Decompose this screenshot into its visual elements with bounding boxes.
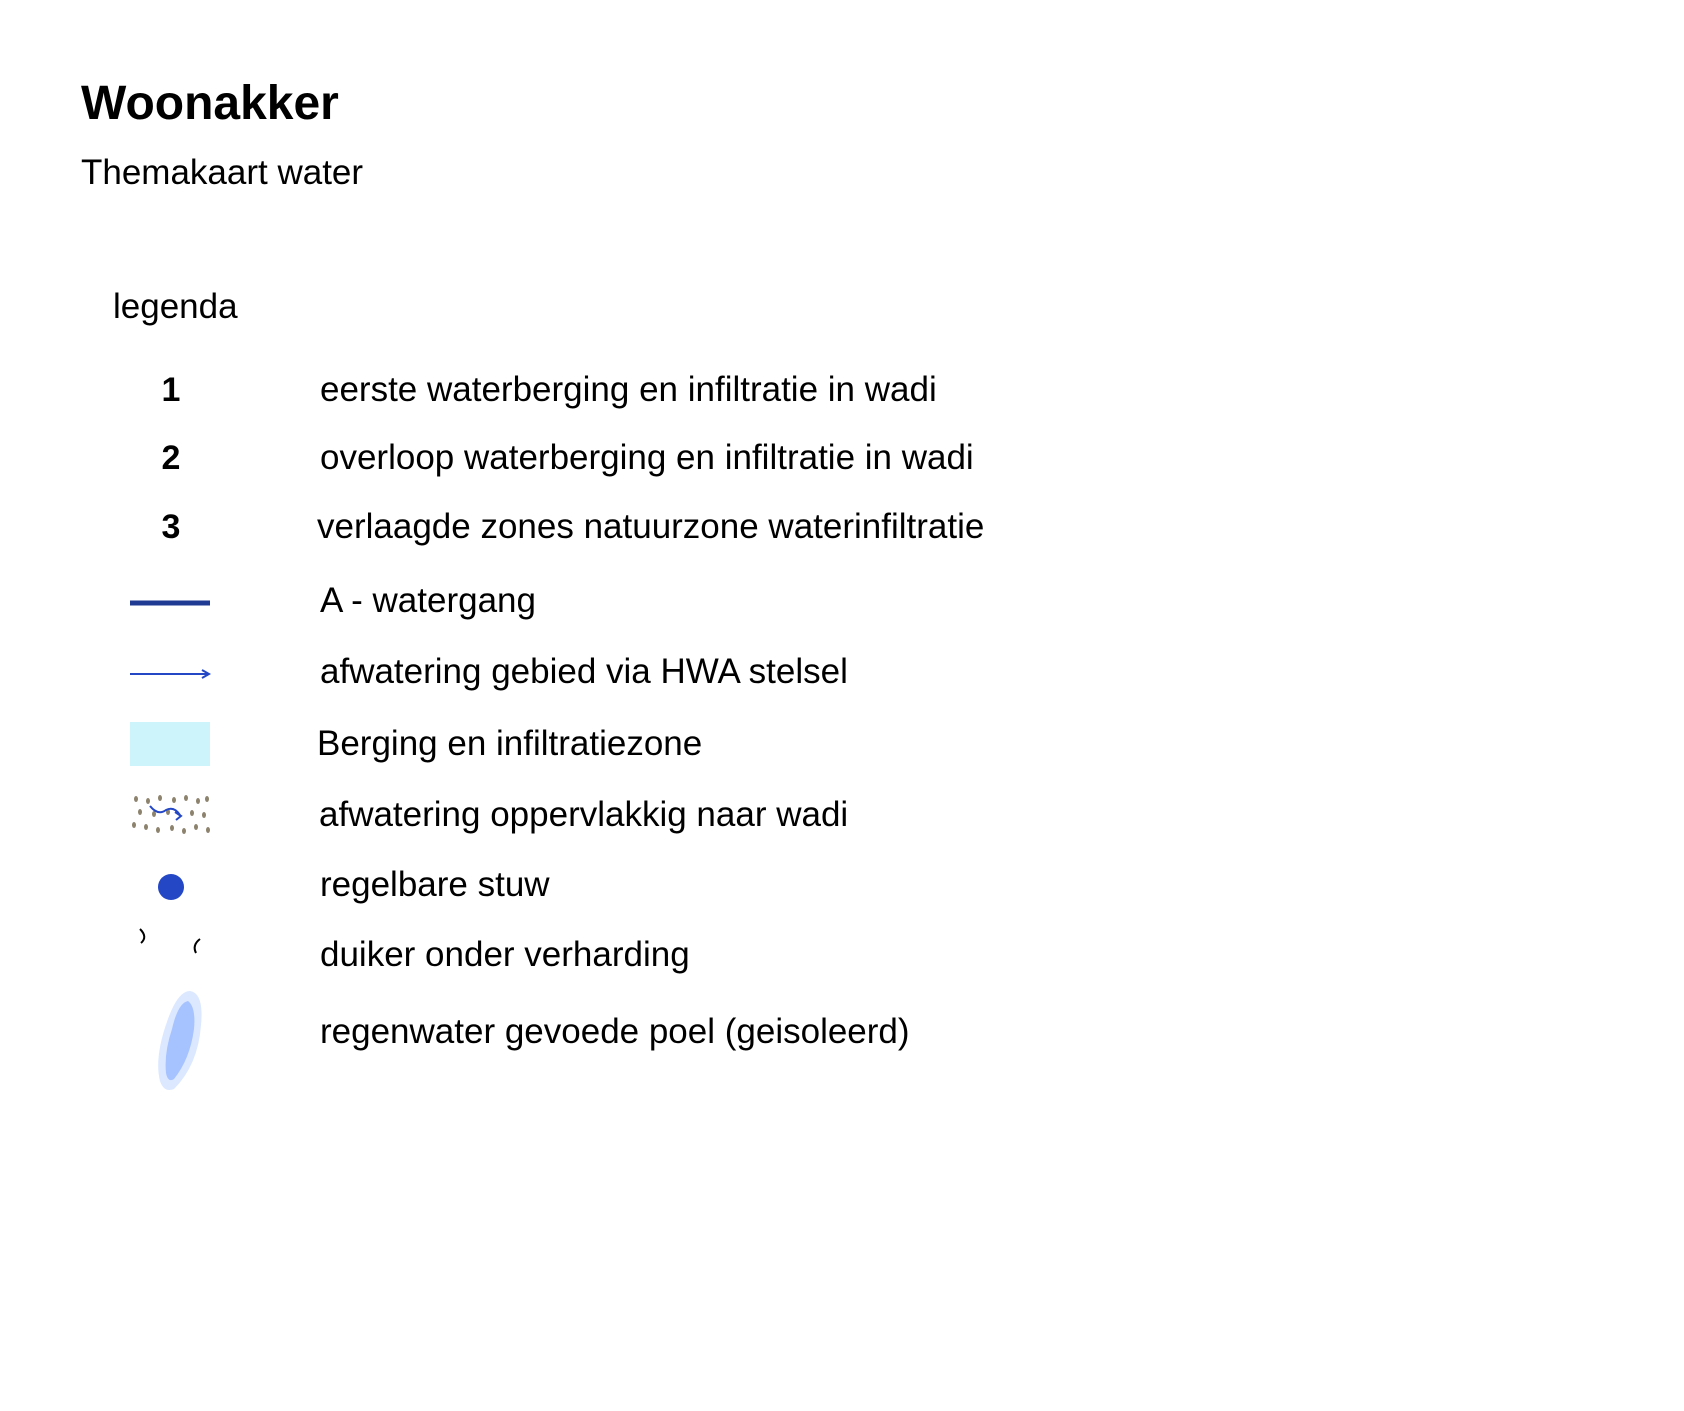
arrow-line-icon [128,642,214,702]
legend-label: duiker onder verharding [320,935,690,974]
pool-icon [128,985,214,1095]
dotted-pattern-icon [128,785,214,845]
legend-label: regenwater gevoede poel (geisoleerd) [320,1012,910,1051]
legend-item-natuurzone-3 [0,497,1200,557]
legend-heading: legenda [113,287,238,326]
legend-item-wadi-1 [0,360,1200,420]
stuw-dot-icon [128,855,214,915]
legend-symbol-number-1 [128,360,214,420]
legend-label: regelbare stuw [320,865,550,904]
watergang-line-icon [128,571,214,631]
legend-label: afwatering gebied via HWA stelsel [320,652,848,691]
zone-number-1: 1 [161,371,181,409]
legend-item-oppervlakkig [0,785,1200,845]
legend-symbol-number-3 [128,497,214,557]
page-subtitle: Themakaart water [81,153,364,192]
legend-item-wadi-2 [0,428,1200,488]
legend-item-berging [0,714,1200,774]
legend-label: eerste waterberging en infiltratie in wadi [320,370,937,409]
legend-label: verlaagde zones natuurzone waterinfiltratie [317,507,985,546]
zone-number-3: 3 [161,508,181,546]
zone-number-2: 2 [161,439,181,477]
legend-label: afwatering oppervlakkig naar wadi [319,795,849,834]
legend-symbol-number-2 [128,428,214,488]
culvert-icon [128,925,214,985]
legend-label: A - watergang [320,581,536,620]
legend-item-watergang [0,571,1200,631]
berging-area-swatch [128,714,214,774]
legend-item-duiker [0,925,1200,985]
legend-item-hwa-afwatering [0,642,1200,702]
legend-item-poel [0,985,1200,1095]
legend-label: overloop waterberging en infiltratie in wadi [320,438,974,477]
legend-label: Berging en infiltratiezone [317,724,703,763]
legend-item-stuw [0,855,1200,915]
page-title: Woonakker [81,77,339,130]
